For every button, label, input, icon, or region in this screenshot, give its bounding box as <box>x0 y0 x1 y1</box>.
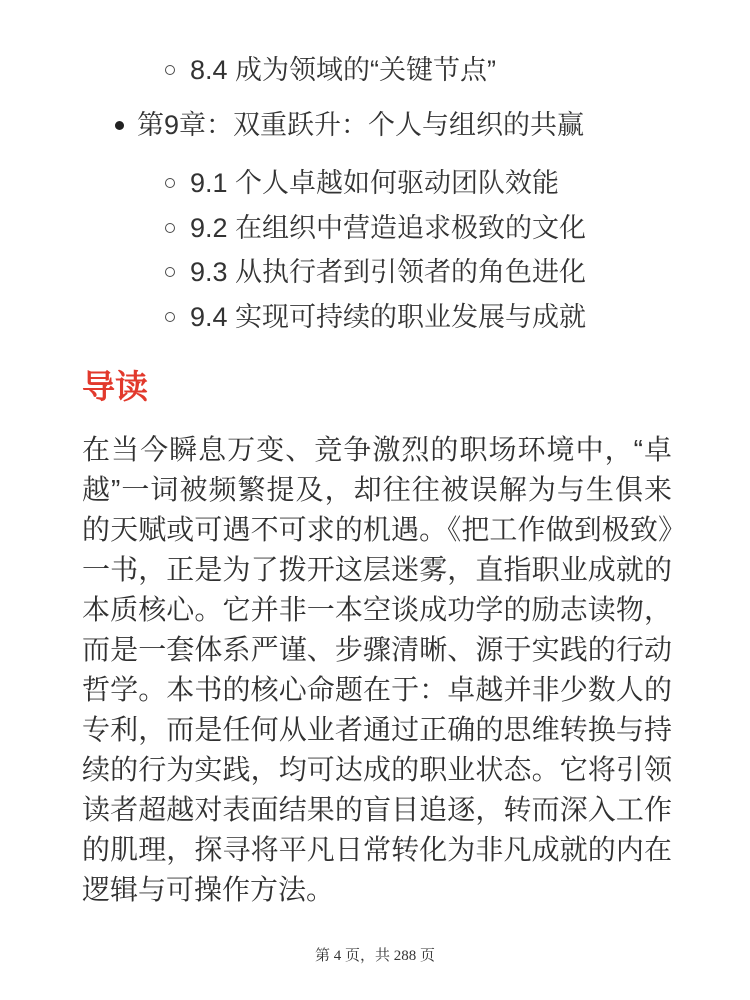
bullet-circle-icon <box>165 178 175 188</box>
bullet-circle-icon <box>165 65 175 75</box>
section-heading: 导读 <box>82 368 148 405</box>
page-number-indicator: 第 4 页，共 288 页 <box>314 948 435 964</box>
bullet-circle-icon <box>165 267 175 277</box>
toc-item <box>165 257 586 287</box>
toc-item <box>165 302 586 332</box>
toc-item-label: 9.1 个人卓越如何驱动团队效能 <box>190 168 560 198</box>
toc-item-label: 第9章：双重跃升：个人与组织的共赢 <box>137 110 585 140</box>
toc-item-chapter <box>115 110 584 140</box>
toc-item-label: 9.2 在组织中营造追求极致的文化 <box>190 213 587 243</box>
bullet-circle-icon <box>165 223 175 233</box>
toc-item-label: 8.4 成为领域的“关键节点” <box>190 55 497 85</box>
bullet-disc-icon <box>115 121 124 130</box>
toc-item <box>165 213 586 243</box>
body-paragraph: 在当今瞬息万变、竞争激烈的职场环境中，“卓越”一词被频繁提及，却往往被误解为与生俱来的天赋或可遇不可求的机遇。《把工作做到极致》一书，正是为了拨开这层迷雾，直指职业成就的本质核心。它并非一本空谈成功学的励志读物，而是一套体系严谨、步骤清晰、源于实践的行动哲学。本书的核心命题在于：卓越并非少数人的专利，而是任何从业者通过正确的思维转换与持续的行为实践，均可达成的职业状态。它将引领读者超越对表面结果的盲目追逐，转而深入工作的肌理，探寻将平凡日常转化为非凡成就的内在逻辑与可操作方法。 <box>82 434 672 905</box>
toc-item-label: 9.4 实现可持续的职业发展与成就 <box>190 302 587 332</box>
toc-item <box>165 55 496 85</box>
toc-item <box>165 168 559 198</box>
toc-item-label: 9.3 从执行者到引领者的角色进化 <box>190 257 587 287</box>
bullet-circle-icon <box>165 312 175 322</box>
